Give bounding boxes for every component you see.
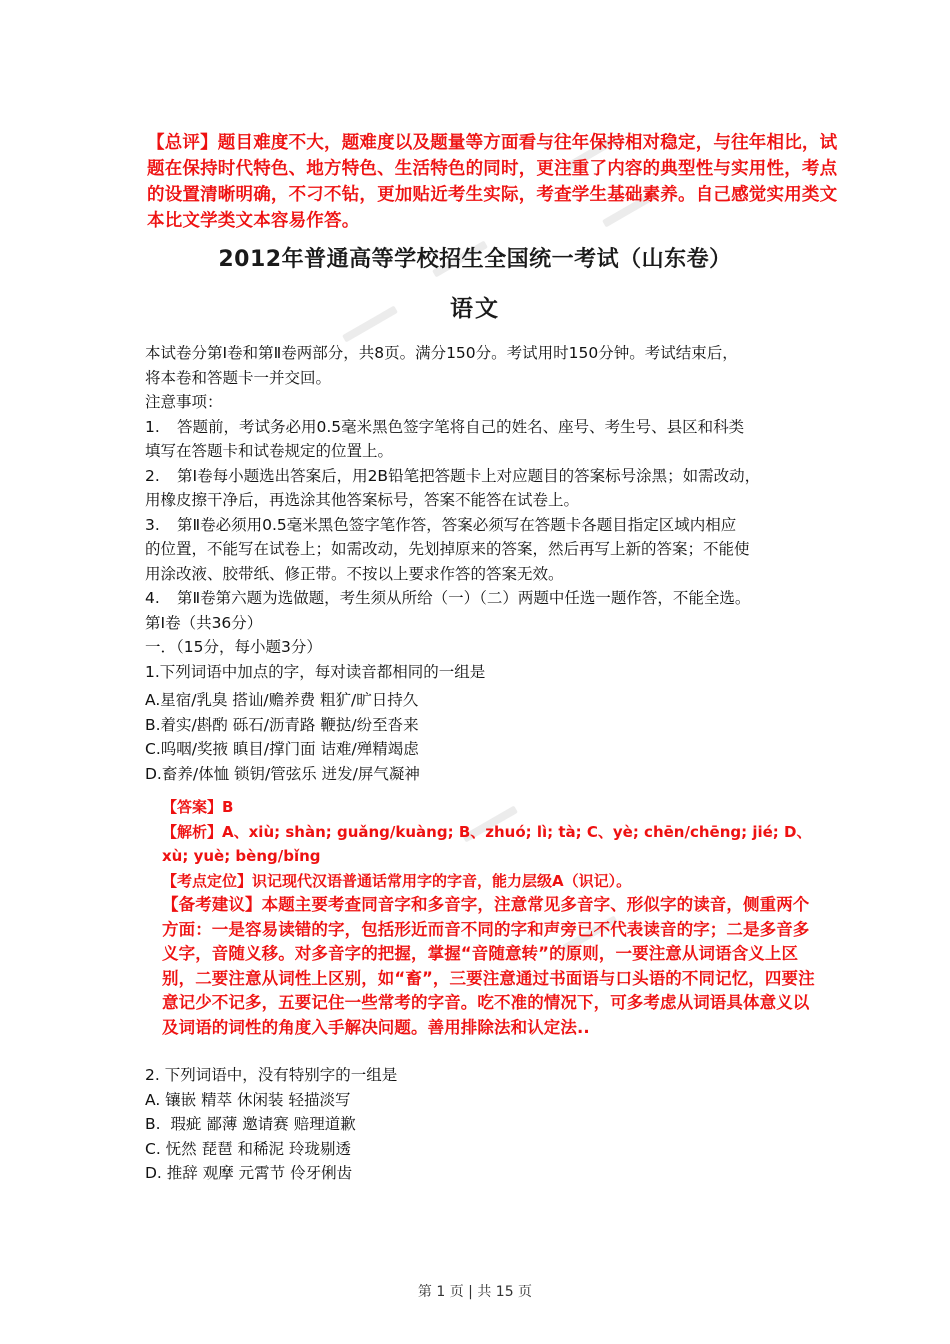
suggest-line: 别，二要注意从词性上区别，如“畜”，三要注意通过书面语与口头语的不同记忆，四要注 [162,968,815,988]
suggest-line: 义字，音随义移。对多音字的把握，掌握“音随意转”的原则，一要注意从词语含义上区 [162,944,799,963]
answer-line [162,795,842,820]
question-stem: 1.下列词语中加点的字，每对读音都相同的一组是 [145,662,486,681]
suggest-text: 本题主要考查同音字和多音字，注意常见多音字、形似字的读音，侧重两个 [261,895,810,914]
note-text: 用涂改液、胶带纸、修正带。不按以上要求作答的答案无效。 [145,564,564,583]
option-c: C. 怃然 琵琶 和稀泥 玲珑剔透 [145,1139,351,1158]
suggest-line: 方面：一是容易读错的字，包括形近而音不同的字和声旁已不代表读音的字；二是多音多 [162,919,810,939]
option-d: D.畜养/体恤 锁钥/管弦乐 迸发/屏气凝神 [145,764,420,783]
option-b: B.着实/斟酌 砾石/沥青路 鞭挞/纷至沓来 [145,715,419,734]
review-line: 【总评】题目难度不大，题难度以及题量等方面看与往年保持相对稳定，与往年相比，试 [147,133,838,153]
note-number: 1. [145,417,160,436]
note-text: 第Ⅱ卷第六题为选做题，考生须从所给（一）（二）两题中任选一题作答，不能全选。 [177,589,751,607]
exam-title: 2012年普通高等学校招生全国统一考试（山东卷） [218,247,732,272]
suggest-label: 【备考建议】 [162,895,262,914]
notes-heading: 注意事项： [145,393,223,411]
note-number: 4. [145,589,160,607]
exam-instructions [145,341,825,684]
option-a: A. 镶嵌 精萃 休闲装 轻描淡写 [145,1090,351,1109]
suggest-line [162,893,832,918]
note-text: 的位置，不能写在试卷上；如需改动，先划掉原来的答案，然后再写上新的答案；不能使 [145,540,750,558]
note-text: 填写在答题卡和试卷规定的位置上。 [145,442,394,460]
study-suggestion [162,893,832,1040]
answer-block [162,795,842,893]
page-footer: 第 1 页 | 共 15 页 [417,1284,533,1300]
analysis-line [162,820,842,845]
note-item [145,464,825,489]
note-item [145,513,825,538]
section-heading: 一．（15分，每小题3分） [145,638,322,656]
question-stem: 2. 下列词语中，没有特别字的一组是 [145,1066,398,1084]
part-heading: 第Ⅰ卷（共36分） [145,613,263,632]
intro-line: 将本卷和答题卡一并交回。 [145,368,332,387]
note-text: 用橡皮擦干净后，再选涂其他答案标号，答案不能答在试卷上。 [145,491,580,509]
suggest-line: 及词语的词性的角度入手解决问题。善用排除法和认定法.. [162,1017,590,1037]
review-line: 的设置清晰明确，不刁不钻，更加贴近考生实际，考查学生基础素养。自己感觉实用类文 [147,185,838,205]
answer-value: B [222,798,234,816]
question1-options [145,688,420,786]
option-b: B. 瑕疵 鄙薄 邀请赛 赔理道歉 [145,1115,356,1133]
point-text: 识记现代汉语普通话常用字的字音，能力层级A（识记）。 [252,871,632,890]
subject-title: 语文 [450,296,500,322]
answer-label: 【答案】 [162,798,223,816]
question2 [145,1063,397,1186]
note-item [145,586,825,611]
review-line: 本比文学类文本容易作答。 [147,211,360,231]
analysis-label: 【解析】 [162,822,223,841]
note-text: 第Ⅱ卷必须用0.5毫米黑色签字笔作答，答案必须写在答题卡各题目指定区域内相应 [177,515,737,534]
option-a: A.星宿/乳臭 搭讪/赡养费 粗犷/旷日持久 [145,691,419,709]
review-line: 题在保持时代特色、地方特色、生活特色的同时，更注重了内容的典型性与实用性，考点 [147,159,838,179]
note-number: 3. [145,515,160,534]
suggest-line: 意记少不记多，五要记住一些常考的字音。吃不准的情况下，可多考虑从词语具体意义以 [162,993,810,1012]
intro-line: 本试卷分第Ⅰ卷和第Ⅱ卷两部分，共8页。满分150分。考试用时150分钟。考试结束后， [145,344,738,362]
overall-review [147,130,838,234]
option-d: D. 推辞 观摩 元霄节 伶牙俐齿 [145,1164,353,1182]
point-line [162,869,842,894]
analysis-text: A、xiù; shàn; guǎng/kuàng; B、zhuó; lì; tà; C、yè; chēn/chēng; jié; D、 [222,822,812,841]
note-text: 第Ⅰ卷每小题选出答案后，用2B铅笔把答题卡上对应题目的答案标号涂黑；如需改动， [177,466,761,485]
analysis-text: xù; yuè; bèng/bǐng [162,847,321,865]
note-text: 答题前，考试务必用0.5毫米黑色签字笔将自己的姓名、座号、考生号、县区和科类 [177,417,745,436]
note-number: 2. [145,466,160,485]
option-c: C.呜咽/奖掖 瞋目/撑门面 诘难/殚精竭虑 [145,740,419,758]
point-label: 【考点定位】 [162,871,253,890]
note-item [145,415,825,440]
